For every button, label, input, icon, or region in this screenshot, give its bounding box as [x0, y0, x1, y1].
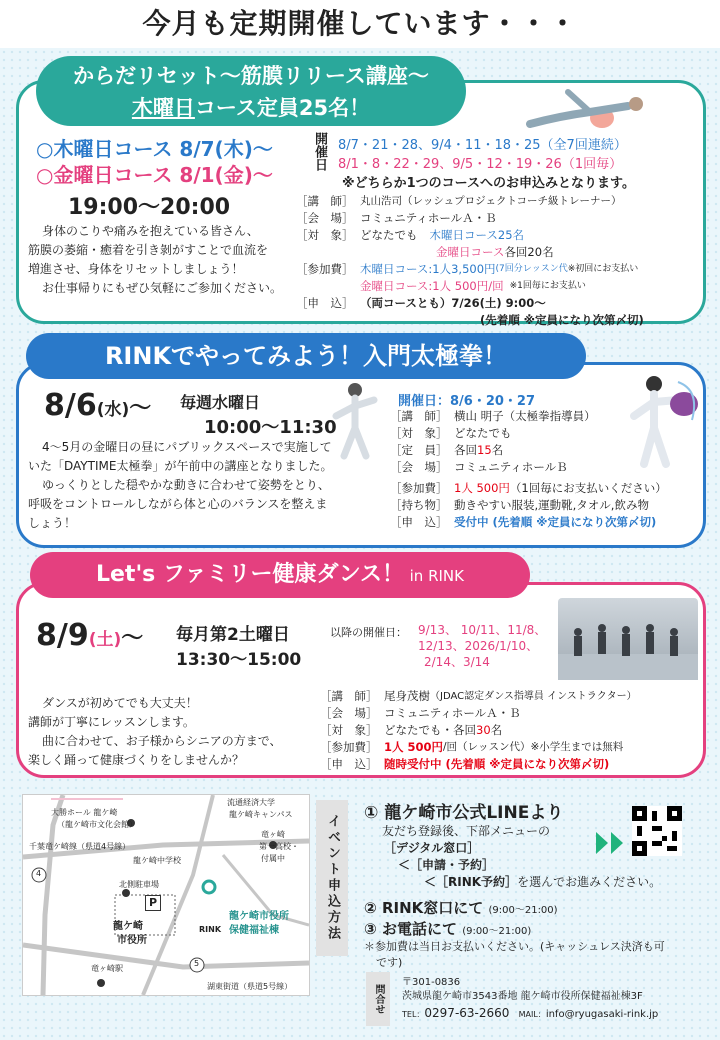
course-thursday-label: ○木曜日コース: [36, 137, 173, 161]
course-note: ※どちらか1つのコースへのお申込みとなります。: [342, 176, 635, 191]
page-title: 今月も定期開催しています・・・: [0, 0, 720, 48]
taichi-date-day: (水): [96, 400, 130, 420]
kaisai-thursday: 8/7・21・28、9/4・11・18・25（全7回連続）: [338, 138, 627, 153]
map-label-hs1: 竜ヶ崎: [261, 830, 285, 839]
line-qr-code-icon[interactable]: [632, 806, 682, 856]
dance-date-suffix: 〜: [121, 626, 144, 651]
map-label-rink1: 龍ケ崎市役所: [229, 911, 289, 922]
dance-description: ダンスが初めてでも大丈夫！ 講師が丁寧にレッスンします。 曲に合わせて、お子様からシニアの方まで、 楽しく踊って健康づくりをしませんか？: [28, 696, 282, 767]
contact-tel[interactable]: 0297-63-2660: [424, 1006, 510, 1020]
taichi-illustration-left: [330, 380, 380, 460]
course-friday-label: ○金曜日コース: [36, 163, 173, 187]
map-label-hs3: 付属中: [261, 854, 285, 863]
dance-later-label: 以降の開催日：: [330, 626, 407, 639]
map-label-chiba-road: 千葉竜ケ崎線（県道4号線）: [29, 842, 131, 851]
contact-info: 〒301-0836 茨城県龍ケ崎市3543番地 龍ケ崎市役所保健福祉棟3F TEL：0297-63-2660 MAIL：info@ryugasaki-rink.jp: [402, 977, 659, 1020]
section-fascia-title: [36, 56, 466, 126]
map-route-5: 5: [194, 959, 200, 968]
map-route-4: 4: [36, 869, 42, 878]
map-label-cityhall2: 市役所: [117, 935, 147, 946]
map-label-hall-sub: （龍ケ崎市文化会館）: [57, 820, 137, 829]
fascia-time: 19:00〜20:00: [68, 195, 231, 220]
map-label-cityhall1: 龍ケ崎: [113, 921, 143, 932]
stretch-illustration: [520, 86, 660, 132]
section-dance-title: [30, 552, 530, 598]
contact-mail[interactable]: info@ryugasaki-rink.jp: [545, 1009, 659, 1020]
taichi-description: 4〜5月の金曜日の昼にパブリックスペースで実施して いた「DAYTIME太極拳」が午前中の講座となりました。 ゆっくりとした穏やかな動きに合わせて姿勢をとり、 呼吸をコントロールしながら体と心のバランスを整えま しょう！: [28, 440, 333, 530]
contact-label: 問合せ: [366, 972, 390, 1026]
section-fascia-title-capacity: コース定員25名！: [194, 96, 371, 120]
dance-date-day: (土): [88, 630, 122, 650]
map-label-road5: 湖東街道（県道5号線）: [207, 982, 293, 991]
section-taichi-title: RINKでやってみよう！入門太極拳！: [26, 333, 586, 379]
dance-title-main: Let's ファミリー健康ダンス！: [95, 562, 405, 587]
taichi-weekly: 毎週水曜日: [180, 393, 261, 412]
taichi-kaisai: 開催日：8/6・20・27: [398, 394, 536, 409]
apply-counter-title: RINK窓口にて: [381, 899, 484, 917]
section-fascia-title-thursday: 木曜日: [131, 96, 195, 120]
section-fascia-title-line1: からだリセット〜筋膜リリース講座〜: [73, 64, 429, 88]
kaisai-label: 開催日: [312, 132, 327, 171]
map-label-univ-sub: 龍ケ崎キャンパス: [229, 810, 293, 819]
dance-people-image: [558, 598, 698, 680]
taichi-date-suffix: 〜: [129, 396, 152, 421]
taichi-info: ［講 師］ 横山 明子（太極拳指導員） ［対 象］ どなたでも ［定 員］ 各回 15 名 ［会 場］ コミュニティホールＢ ［参加費］ 1人 500円 （1回毎にお支払いください） ［持ち物］ 動きやすい服装,運動靴,タオル,飲み物 ［申 込］ 受付中 (先着順 ※定員になり次第〆切): [390, 409, 667, 529]
dance-title-sub: in RINK: [409, 567, 464, 585]
dance-date: 8/9: [36, 618, 89, 653]
fascia-info: ［講 師］ 丸山浩司（レッシュプロジェクトコーチ級トレーナー） ［会 場］ コミュニティホールＡ・Ｂ ［対 象］ どなたでも 木曜日コース25名 金曜日コース 各回20名 ［参加費］ 木曜日コース:1人3,500円 (7回分レッスン代 ※初回にお支払い 金曜日コース:1人 500円/回 ※1回毎にお支払い ［申 込］ （両コースとも）7/26(土) 9:00〜 (先着順 ※定員になり次第〆切): [296, 194, 644, 327]
map-label-parking: 北側駐車場: [119, 880, 159, 889]
arrow-icon: [596, 832, 626, 854]
map-label-rink2: 保健福祉棟: [229, 925, 279, 936]
parking-icon: P: [145, 895, 161, 911]
map-label-hs2: 第一高校・: [259, 842, 299, 851]
dance-monthly: 毎月第2土曜日: [176, 625, 290, 645]
dance-later-dates: 9/13、 10/11、11/8、 12/13、2026/1/10、 2/14、3/14: [418, 623, 547, 669]
dance-info: ［講 師］ 尾身茂樹 （JDAC認定ダンス指導員 インストラクター） ［会 場］ コミュニティホールＡ・Ｂ ［対 象］ どなたでも・各回 30 名 ［参加費］ 1人 500円 /回（レッスン代）※小学生までは無料 ［申 込］ 随時受付中 (先着順 ※定員になり次第〆切): [320, 689, 637, 771]
apply-methods: ① 龍ケ崎市公式LINEより 友だち登録後、下部メニューの ［デジタル窓口］ ＜［申請・予約］ ＜［RINK予約］を選んでお進みください。 ② RINK窓口にて (9:00〜21:00) ③ お電話にて (9:00〜21:00) ＊参加費は当日お支払いください。(キャッシュレス決済も可 です): [364, 798, 704, 971]
access-map: [22, 794, 310, 996]
apply-section-title: イベント申込方法: [316, 800, 348, 956]
course-thursday-date: 8/7(木)〜: [179, 137, 273, 161]
apply-line-title: 龍ケ崎市公式LINEより: [384, 803, 564, 823]
apply-phone-title: お電話にて: [381, 920, 457, 938]
course-friday-date: 8/1(金)〜: [179, 163, 273, 187]
map-label-hall: 大勝ホール 龍ケ崎: [51, 808, 118, 817]
apply-note: ＊参加費は当日お支払いください。(キャッシュレス決済も可 です): [364, 940, 665, 969]
kaisai-friday: 8/1・8・22・29、9/5・12・19・26（1回毎）: [338, 157, 623, 172]
map-label-univ: 流通経済大学: [227, 798, 275, 807]
dance-time: 13:30〜15:00: [176, 650, 302, 670]
map-label-station: 竜ヶ崎駅: [91, 964, 123, 973]
taichi-date: 8/6: [44, 388, 97, 423]
dance-photo: [558, 598, 698, 680]
fascia-description: 身体のこりや痛みを抱えている皆さん、 筋膜の萎縮・癒着を引き剝がすことで血流を 増進させ、身体をリセットしましょう！ お仕事帰りにもぜひ気軽にご参加ください。: [28, 224, 283, 295]
map-label-jhs: 龍ケ崎中学校: [133, 856, 181, 865]
rink-logo: RINK: [199, 925, 222, 934]
taichi-time: 10:00〜11:30: [204, 417, 337, 438]
